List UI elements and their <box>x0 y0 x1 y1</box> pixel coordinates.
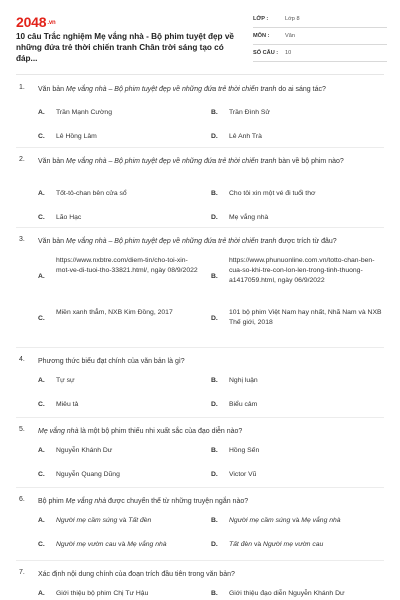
option-text: https://www.nxbtre.com/diem-tin/cho-toi-xin-mot-ve-di-tuoi-tho-33821.html/, ngày 08/9/2022 <box>56 257 198 274</box>
logo-suffix: .vn <box>47 20 56 27</box>
option-letter: B. <box>211 517 218 524</box>
answer-option-d[interactable] <box>211 308 383 330</box>
question-number: 5. <box>19 426 25 433</box>
option-text <box>229 516 383 526</box>
document-title: 10 câu Trắc nghiệm Mẹ vắng nhà - Bộ phim tuyệt đẹp về những đứa trẻ thời chiến tranh Chân trời sáng tạo có đáp... <box>16 32 234 63</box>
option-letter: D. <box>211 541 218 548</box>
option-text: Lê Anh Trà <box>229 133 262 140</box>
question-text-plain: Văn bản <box>38 238 67 245</box>
meta-value: 10 <box>285 50 292 56</box>
option-letter: B. <box>211 273 218 280</box>
meta-label: SỐ CÂU : <box>253 50 279 56</box>
option-text-title: Tất đèn <box>128 517 152 524</box>
answer-option-a[interactable] <box>38 256 198 298</box>
option-letter: B. <box>211 377 218 384</box>
option-text: Nghị luận <box>229 377 258 384</box>
answer-options <box>38 95 384 155</box>
option-text: Tốt-tô-chan bên cửa sổ <box>56 190 127 197</box>
question-text-plain: được chuyển thể từ những truyện ngắn nào? <box>106 498 249 505</box>
answer-options <box>38 507 384 563</box>
answer-option-c[interactable] <box>38 132 198 144</box>
option-text: Biểu cảm <box>229 401 258 408</box>
answer-option-b[interactable] <box>211 376 383 388</box>
option-letter: D. <box>211 401 218 408</box>
option-letter: D. <box>211 315 218 322</box>
answer-option-c[interactable] <box>38 308 198 330</box>
option-text: Tự sự <box>56 377 75 384</box>
header <box>0 0 400 72</box>
meta-value: Văn <box>285 33 295 39</box>
answer-options <box>38 367 384 423</box>
answer-option-b[interactable] <box>211 108 383 120</box>
option-text: Trần Đình Sử <box>229 109 270 116</box>
question-divider <box>16 417 384 418</box>
option-letter: A. <box>38 273 45 280</box>
question-number: 1. <box>19 84 25 91</box>
question-item <box>0 569 400 600</box>
question-text <box>38 569 384 580</box>
answer-options <box>38 247 384 341</box>
answer-option-c[interactable] <box>38 470 198 482</box>
option-text: Nguyễn Quang Dũng <box>56 471 120 478</box>
meta-value: Lớp 8 <box>285 16 300 22</box>
option-text-title: Tất đèn <box>229 541 253 548</box>
question-text <box>38 156 384 167</box>
answer-option-b[interactable] <box>211 589 383 600</box>
question-divider <box>16 560 384 561</box>
header-divider <box>16 74 384 75</box>
answer-option-a[interactable] <box>38 516 198 528</box>
option-letter: C. <box>38 133 45 140</box>
question-text-title: Mẹ vắng nhà <box>65 498 107 505</box>
option-letter: C. <box>38 401 45 408</box>
question-divider <box>16 147 384 148</box>
option-text: Miêu tả <box>56 401 79 408</box>
question-item <box>0 496 400 563</box>
question-text-title: Mẹ vắng nhà – Bộ phim tuyệt đẹp về những đứa trẻ thời chiến tranh <box>66 238 277 245</box>
option-letter: C. <box>38 471 45 478</box>
option-letter: B. <box>211 190 218 197</box>
answer-option-b[interactable] <box>211 446 383 458</box>
site-logo[interactable] <box>16 14 55 30</box>
question-text <box>38 356 384 367</box>
option-text-title: Người mẹ cầm súng <box>56 517 118 524</box>
option-text: Trần Mạnh Cường <box>56 109 112 116</box>
question-text-title: Mẹ vắng nhà – Bộ phim tuyệt đẹp về những đứa trẻ thời chiến tranh <box>66 86 277 93</box>
answer-option-b[interactable] <box>211 516 383 528</box>
option-letter: D. <box>211 214 218 221</box>
option-text-plain: và <box>290 517 302 524</box>
question-text-plain: được trích từ đâu? <box>276 238 337 245</box>
question-text <box>38 426 384 437</box>
option-text: https://www.phunuonline.com.vn/totto-chan-ben-cua-so-khi-tre-con-lon-len-trong-tinh-thuong-a1417059.html, ngày 06/9/2022 <box>229 257 375 284</box>
question-text-title: Mẹ vắng nhà – Bộ phim tuyệt đẹp về những đứa trẻ thời chiến tranh <box>66 158 277 165</box>
answer-option-a[interactable] <box>38 189 198 201</box>
option-text: Lão Hạc <box>56 214 82 221</box>
option-text-title: Mẹ vắng nhà <box>127 541 167 548</box>
question-text-plain: Xác định nội dung chính của đoạn trích đầu tiên trong văn bản? <box>38 571 235 578</box>
answer-option-a[interactable] <box>38 589 198 600</box>
option-letter: C. <box>38 541 45 548</box>
option-text: Lê Hồng Lâm <box>56 133 97 140</box>
option-text <box>56 516 198 526</box>
answer-option-d[interactable] <box>211 470 383 482</box>
option-text-title: Mẹ vắng nhà <box>301 517 341 524</box>
option-letter: A. <box>38 517 45 524</box>
answer-options <box>38 167 384 236</box>
answer-option-d[interactable] <box>211 213 383 225</box>
question-text-plain: là một bộ phim thiếu nhi xuất sắc của đạo diễn nào? <box>78 428 243 435</box>
question-number: 2. <box>19 156 25 163</box>
question-text-plain: do ai sáng tác? <box>276 86 326 93</box>
option-text: Victor Vũ <box>229 471 257 478</box>
option-text: Giới thiệu bộ phim Chị Tư Hậu <box>56 590 149 597</box>
answer-option-a[interactable] <box>38 376 198 388</box>
option-letter: A. <box>38 109 45 116</box>
question-number: 6. <box>19 496 25 503</box>
option-letter: D. <box>211 133 218 140</box>
question-number: 3. <box>19 236 25 243</box>
question-item <box>0 156 400 236</box>
meta-label: MÔN : <box>253 33 270 39</box>
answer-option-c[interactable] <box>38 540 198 552</box>
meta-row-grade <box>253 14 387 28</box>
option-text: Giới thiệu đạo diễn Nguyễn Khánh Dư <box>229 590 345 597</box>
option-text-plain: và <box>252 541 264 548</box>
option-text <box>56 540 198 550</box>
option-text: Mẹ vắng nhà <box>229 214 269 221</box>
question-item <box>0 236 400 341</box>
question-text <box>38 496 384 507</box>
option-text: Miền xanh thẳm, NXB Kim Đồng, 2017 <box>56 309 173 316</box>
question-text <box>38 84 384 95</box>
option-text-title: Người mẹ vườn cau <box>56 541 117 548</box>
option-letter: B. <box>211 447 218 454</box>
question-number: 7. <box>19 569 25 576</box>
document-meta <box>253 14 387 65</box>
option-letter: D. <box>211 471 218 478</box>
question-divider <box>16 487 384 488</box>
answer-option-d[interactable] <box>211 400 383 412</box>
logo-text: 2048 <box>16 14 47 30</box>
meta-row-count <box>253 48 387 62</box>
answer-option-a[interactable] <box>38 108 198 120</box>
question-number: 4. <box>19 356 25 363</box>
option-letter: A. <box>38 377 45 384</box>
question-text-plain: Phương thức biểu đạt chính của văn bản là gì? <box>38 358 185 365</box>
question-item <box>0 426 400 493</box>
option-text-plain: và <box>117 517 129 524</box>
question-text-plain: Bộ phim <box>38 498 66 505</box>
question-text-plain: Văn bản <box>38 158 67 165</box>
answer-option-a[interactable] <box>38 446 198 458</box>
question-text <box>38 236 384 247</box>
question-text-plain: bàn về bộ phim nào? <box>276 158 344 165</box>
option-text-title: Người mẹ cầm súng <box>229 517 291 524</box>
meta-label: LỚP : <box>253 16 269 22</box>
answer-option-d[interactable] <box>211 132 383 144</box>
meta-row-subject <box>253 31 387 45</box>
answer-option-b[interactable] <box>211 189 383 201</box>
option-text-title: Người mẹ vườn cau <box>263 541 324 548</box>
option-letter: A. <box>38 190 45 197</box>
answer-options <box>38 437 384 493</box>
option-text-plain: và <box>116 541 128 548</box>
question-item <box>0 356 400 423</box>
question-divider <box>16 227 384 228</box>
question-divider <box>16 347 384 348</box>
answer-option-c[interactable] <box>38 213 198 225</box>
option-text <box>229 540 383 550</box>
answer-option-b[interactable] <box>211 256 383 298</box>
option-letter: C. <box>38 214 45 221</box>
answer-option-c[interactable] <box>38 400 198 412</box>
option-letter: B. <box>211 590 218 597</box>
option-letter: A. <box>38 447 45 454</box>
answer-options <box>38 580 384 600</box>
option-text: Cho tôi xin một vé đi tuổi thơ <box>229 190 316 197</box>
question-item <box>0 84 400 155</box>
option-letter: B. <box>211 109 218 116</box>
question-text-title: Mẹ vắng nhà <box>38 428 79 435</box>
option-text: Nguyễn Khánh Dư <box>56 447 113 454</box>
question-text-plain: Văn bản <box>38 86 67 93</box>
option-letter: C. <box>38 315 45 322</box>
option-letter: A. <box>38 590 45 597</box>
option-text: 101 bộ phim Việt Nam hay nhất, Nhã Nam và NXB Thế giới, 2018 <box>229 309 382 326</box>
option-text: Hồng Sến <box>229 447 260 454</box>
answer-option-d[interactable] <box>211 540 383 552</box>
